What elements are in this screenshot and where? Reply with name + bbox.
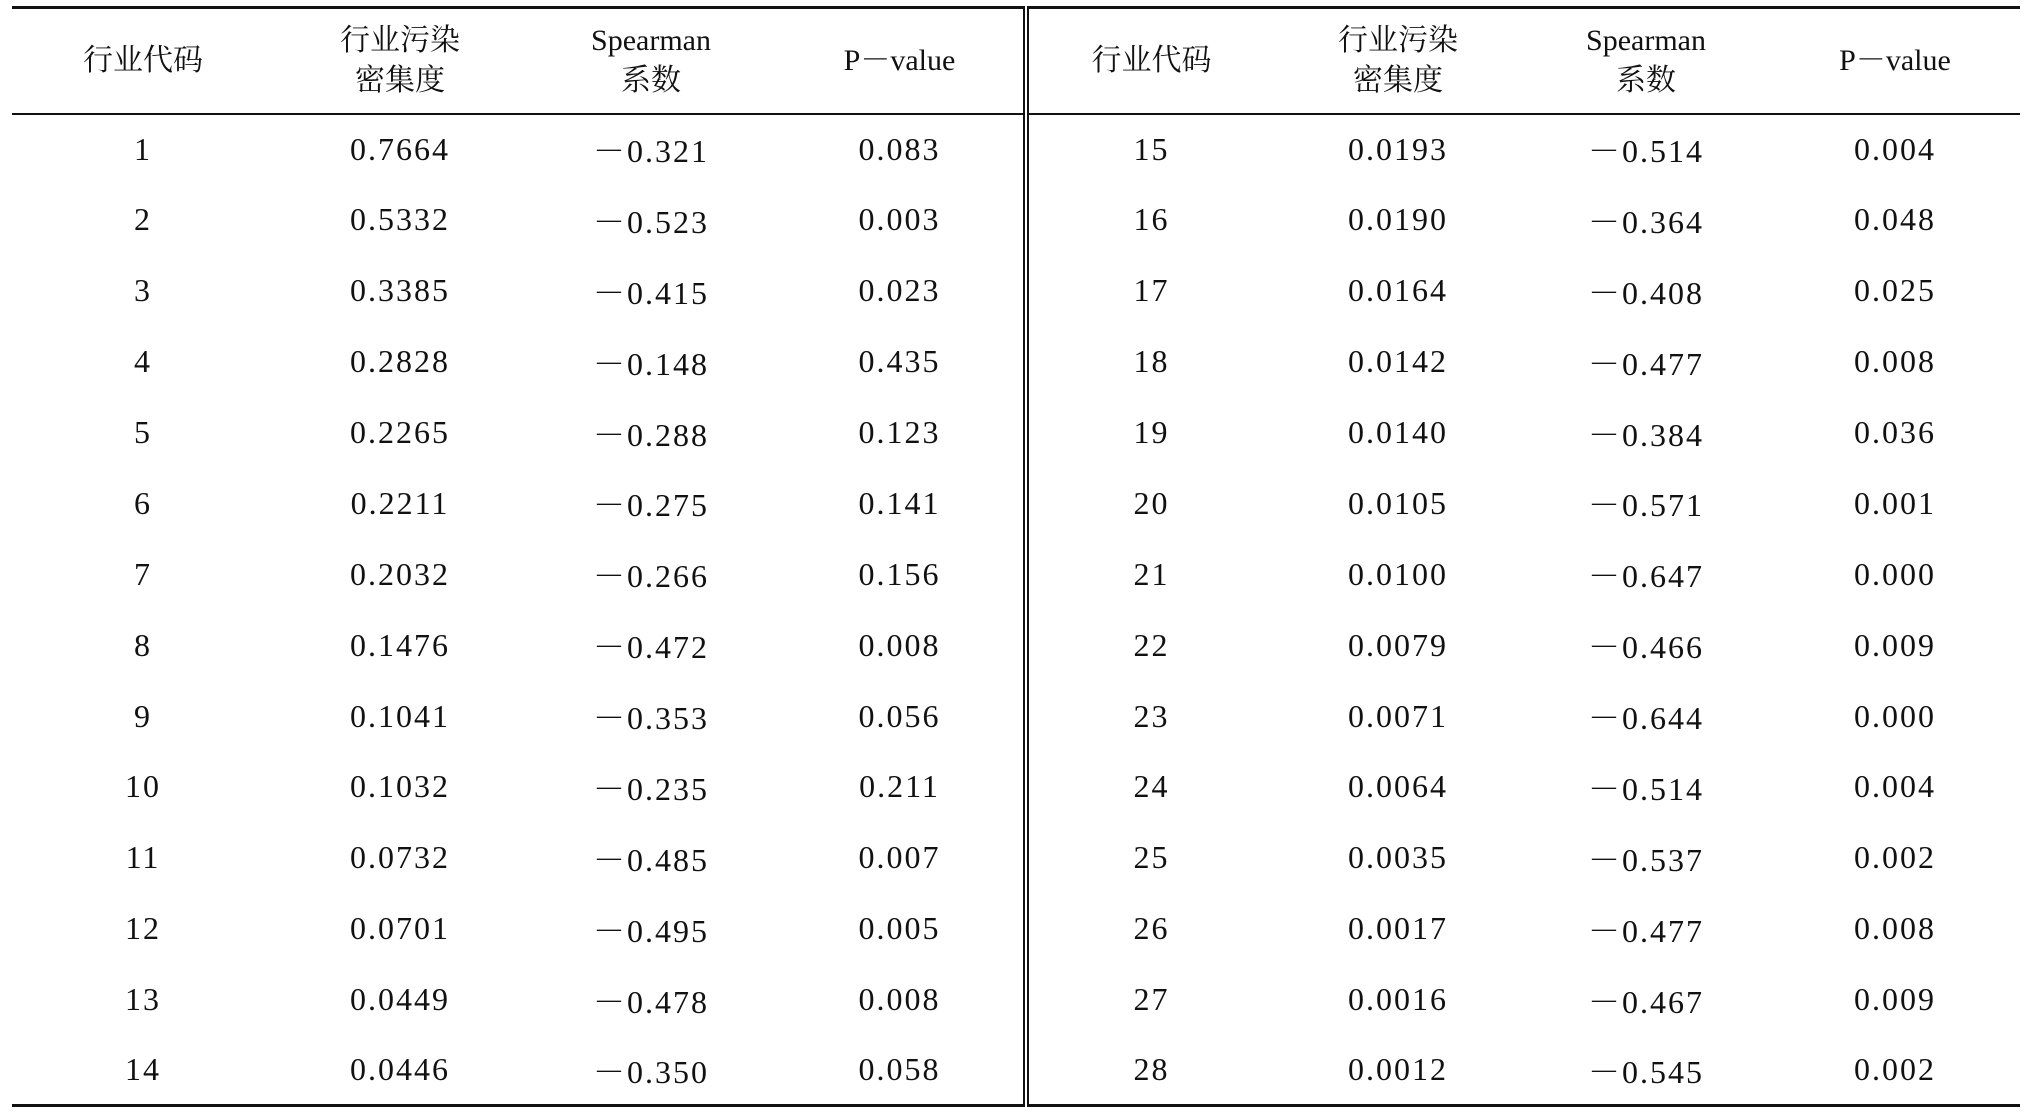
spearman-cell: －0.485 [592, 841, 709, 878]
pollution-intensity-cell: 0.5332 [350, 201, 450, 238]
table-row [12, 893, 2020, 964]
header-pollution-intensity-left [274, 8, 526, 114]
spearman-cell: －0.321 [592, 133, 709, 170]
industry-code-cell: 19 [1133, 414, 1170, 450]
spearman-cell: －0.408 [1587, 274, 1704, 311]
industry-code-cell: 22 [1133, 626, 1170, 663]
industry-code-cell: 9 [134, 697, 152, 734]
spearman-cell: －0.275 [592, 487, 709, 524]
table-body [12, 114, 2020, 1106]
industry-code-cell: 8 [134, 626, 152, 663]
table-row [12, 326, 2020, 397]
p-value-cell: 0.002 [1854, 1051, 1936, 1088]
p-value-cell: 0.156 [776, 539, 1026, 610]
spearman-cell: －0.514 [1587, 133, 1704, 170]
industry-code-cell: 21 [1133, 555, 1170, 592]
pollution-intensity-cell: 0.2032 [350, 555, 450, 592]
industry-code-cell: 15 [1133, 130, 1170, 167]
header-spearman-line1: Spearman [1586, 23, 1706, 57]
industry-code-cell: 14 [125, 1051, 161, 1088]
industry-code-cell: 2 [134, 201, 152, 238]
pollution-intensity-cell: 0.0105 [1348, 484, 1448, 521]
header-spearman-line1: Spearman [591, 23, 711, 57]
pollution-intensity-cell: 0.0193 [1348, 130, 1448, 167]
table-row [12, 610, 2020, 681]
spearman-cell: －0.477 [1587, 345, 1704, 382]
header-pollution-intensity-right [1274, 8, 1522, 114]
industry-code-cell: 25 [1133, 839, 1170, 876]
spearman-cell: －0.235 [592, 770, 709, 807]
header-industry-code-left: 行业代码 [12, 8, 274, 114]
spearman-cell: －0.545 [1587, 1053, 1704, 1090]
p-value-cell: 0.141 [776, 468, 1026, 539]
pollution-intensity-cell: 0.0701 [350, 910, 450, 947]
table-row [12, 397, 2020, 468]
spearman-cell: －0.472 [592, 629, 709, 666]
pollution-intensity-cell: 0.1476 [350, 626, 450, 663]
pollution-intensity-cell: 0.0035 [1348, 839, 1448, 876]
p-value-cell: 0.036 [1854, 414, 1936, 450]
p-value-cell: 0.009 [1854, 981, 1936, 1018]
p-value-cell: 0.008 [1854, 910, 1936, 947]
spearman-cell: －0.478 [592, 983, 709, 1020]
p-value-cell: 0.004 [1854, 768, 1936, 805]
p-value-cell: 0.003 [776, 184, 1026, 255]
table-row [12, 964, 2020, 1035]
pollution-intensity-cell: 0.2265 [350, 414, 450, 450]
pollution-intensity-cell: 0.2211 [350, 484, 450, 521]
p-value-cell: 0.435 [776, 326, 1026, 397]
header-p-value-left: P－value [776, 8, 1026, 114]
spearman-cell: －0.353 [592, 700, 709, 737]
spearman-cell: －0.571 [1587, 487, 1704, 524]
industry-code-cell: 27 [1133, 981, 1170, 1018]
industry-code-cell: 4 [134, 343, 152, 380]
pollution-intensity-cell: 0.0140 [1348, 414, 1448, 450]
p-value-cell: 0.008 [776, 610, 1026, 681]
industry-code-cell: 5 [134, 414, 152, 450]
pollution-intensity-cell: 0.1032 [350, 768, 450, 805]
spearman-cell: －0.148 [592, 345, 709, 382]
header-pollution-intensity-line2: 密集度 [1353, 62, 1443, 98]
industry-code-cell: 3 [134, 272, 152, 309]
spearman-cell: －0.514 [1587, 770, 1704, 807]
p-value-cell: 0.056 [776, 681, 1026, 752]
p-value-cell: 0.000 [1854, 697, 1936, 734]
pollution-intensity-cell: 0.3385 [350, 272, 450, 309]
spearman-cell: －0.477 [1587, 912, 1704, 949]
header-pollution-intensity-line1: 行业污染 [1338, 22, 1458, 58]
table-row [12, 184, 2020, 255]
p-value-cell: 0.000 [1854, 555, 1936, 592]
industry-code-cell: 23 [1133, 697, 1170, 734]
pollution-intensity-cell: 0.1041 [350, 697, 450, 734]
industry-code-cell: 17 [1133, 272, 1170, 309]
p-value-cell: 0.211 [776, 752, 1026, 823]
header-industry-code-right: 行业代码 [1026, 8, 1274, 114]
p-value-cell: 0.058 [776, 1035, 1026, 1106]
industry-code-cell: 10 [125, 768, 161, 805]
p-value-cell: 0.002 [1854, 839, 1936, 876]
pollution-intensity-cell: 0.0446 [350, 1051, 450, 1088]
table-row [12, 681, 2020, 752]
p-value-cell: 0.005 [776, 893, 1026, 964]
header-row [12, 8, 2020, 114]
table-row [12, 255, 2020, 326]
table-row [12, 1035, 2020, 1106]
header-p-value-right: P－value [1770, 8, 2020, 114]
pollution-intensity-cell: 0.0017 [1348, 910, 1448, 947]
pollution-intensity-cell: 0.0449 [350, 981, 450, 1018]
header-pollution-intensity-line1: 行业污染 [340, 22, 460, 58]
spearman-cell: －0.467 [1587, 983, 1704, 1020]
p-value-cell: 0.009 [1854, 626, 1936, 663]
pollution-intensity-cell: 0.0079 [1348, 626, 1448, 663]
header-pollution-intensity-line2: 密集度 [355, 62, 445, 98]
header-spearman-left [526, 8, 776, 114]
spearman-cell: －0.350 [592, 1053, 709, 1090]
header-spearman-line2: 系数 [621, 62, 681, 98]
p-value-cell: 0.008 [776, 964, 1026, 1035]
table-row [12, 822, 2020, 893]
industry-code-cell: 24 [1133, 768, 1170, 805]
industry-code-cell: 18 [1133, 343, 1170, 380]
spearman-cell: －0.266 [592, 558, 709, 595]
spearman-cell: －0.523 [592, 203, 709, 240]
industry-code-cell: 16 [1133, 201, 1170, 238]
spearman-cell: －0.537 [1587, 841, 1704, 878]
header-spearman-right [1522, 8, 1770, 114]
table-row [12, 468, 2020, 539]
spearman-cell: －0.288 [592, 416, 709, 453]
pollution-intensity-cell: 0.0732 [350, 839, 450, 876]
spearman-cell: －0.495 [592, 912, 709, 949]
industry-code-cell: 11 [125, 839, 161, 876]
pollution-intensity-cell: 0.0164 [1348, 272, 1448, 309]
industry-code-cell: 7 [134, 555, 152, 592]
p-value-cell: 0.048 [1854, 201, 1936, 238]
industry-code-cell: 12 [125, 910, 161, 947]
p-value-cell: 0.023 [776, 255, 1026, 326]
p-value-cell: 0.083 [776, 114, 1026, 185]
p-value-cell: 0.008 [1854, 343, 1936, 380]
p-value-cell: 0.123 [776, 397, 1026, 468]
p-value-cell: 0.001 [1854, 484, 1936, 521]
spearman-table [12, 6, 2020, 1107]
pollution-intensity-cell: 0.7664 [350, 130, 450, 167]
industry-code-cell: 26 [1133, 910, 1170, 947]
industry-code-cell: 1 [134, 130, 152, 167]
spearman-cell: －0.647 [1587, 558, 1704, 595]
pollution-intensity-cell: 0.0142 [1348, 343, 1448, 380]
industry-code-cell: 20 [1133, 484, 1170, 521]
spearman-cell: －0.644 [1587, 700, 1704, 737]
pollution-intensity-cell: 0.0016 [1348, 981, 1448, 1018]
p-value-cell: 0.004 [1854, 130, 1936, 167]
spearman-cell: －0.384 [1587, 416, 1704, 453]
pollution-intensity-cell: 0.0100 [1348, 555, 1448, 592]
header-spearman-line2: 系数 [1616, 62, 1676, 98]
pollution-intensity-cell: 0.0064 [1348, 768, 1448, 805]
industry-code-cell: 13 [125, 981, 161, 1018]
table-row [12, 752, 2020, 823]
spearman-cell: －0.364 [1587, 203, 1704, 240]
pollution-intensity-cell: 0.2828 [350, 343, 450, 380]
pollution-intensity-cell: 0.0071 [1348, 697, 1448, 734]
spearman-cell: －0.415 [592, 274, 709, 311]
industry-code-cell: 28 [1133, 1051, 1170, 1088]
p-value-cell: 0.025 [1854, 272, 1936, 309]
table-row [12, 539, 2020, 610]
p-value-cell: 0.007 [776, 822, 1026, 893]
pollution-intensity-cell: 0.0190 [1348, 201, 1448, 238]
table-row [12, 114, 2020, 185]
spearman-cell: －0.466 [1587, 629, 1704, 666]
industry-code-cell: 6 [134, 484, 152, 521]
pollution-intensity-cell: 0.0012 [1348, 1051, 1448, 1088]
